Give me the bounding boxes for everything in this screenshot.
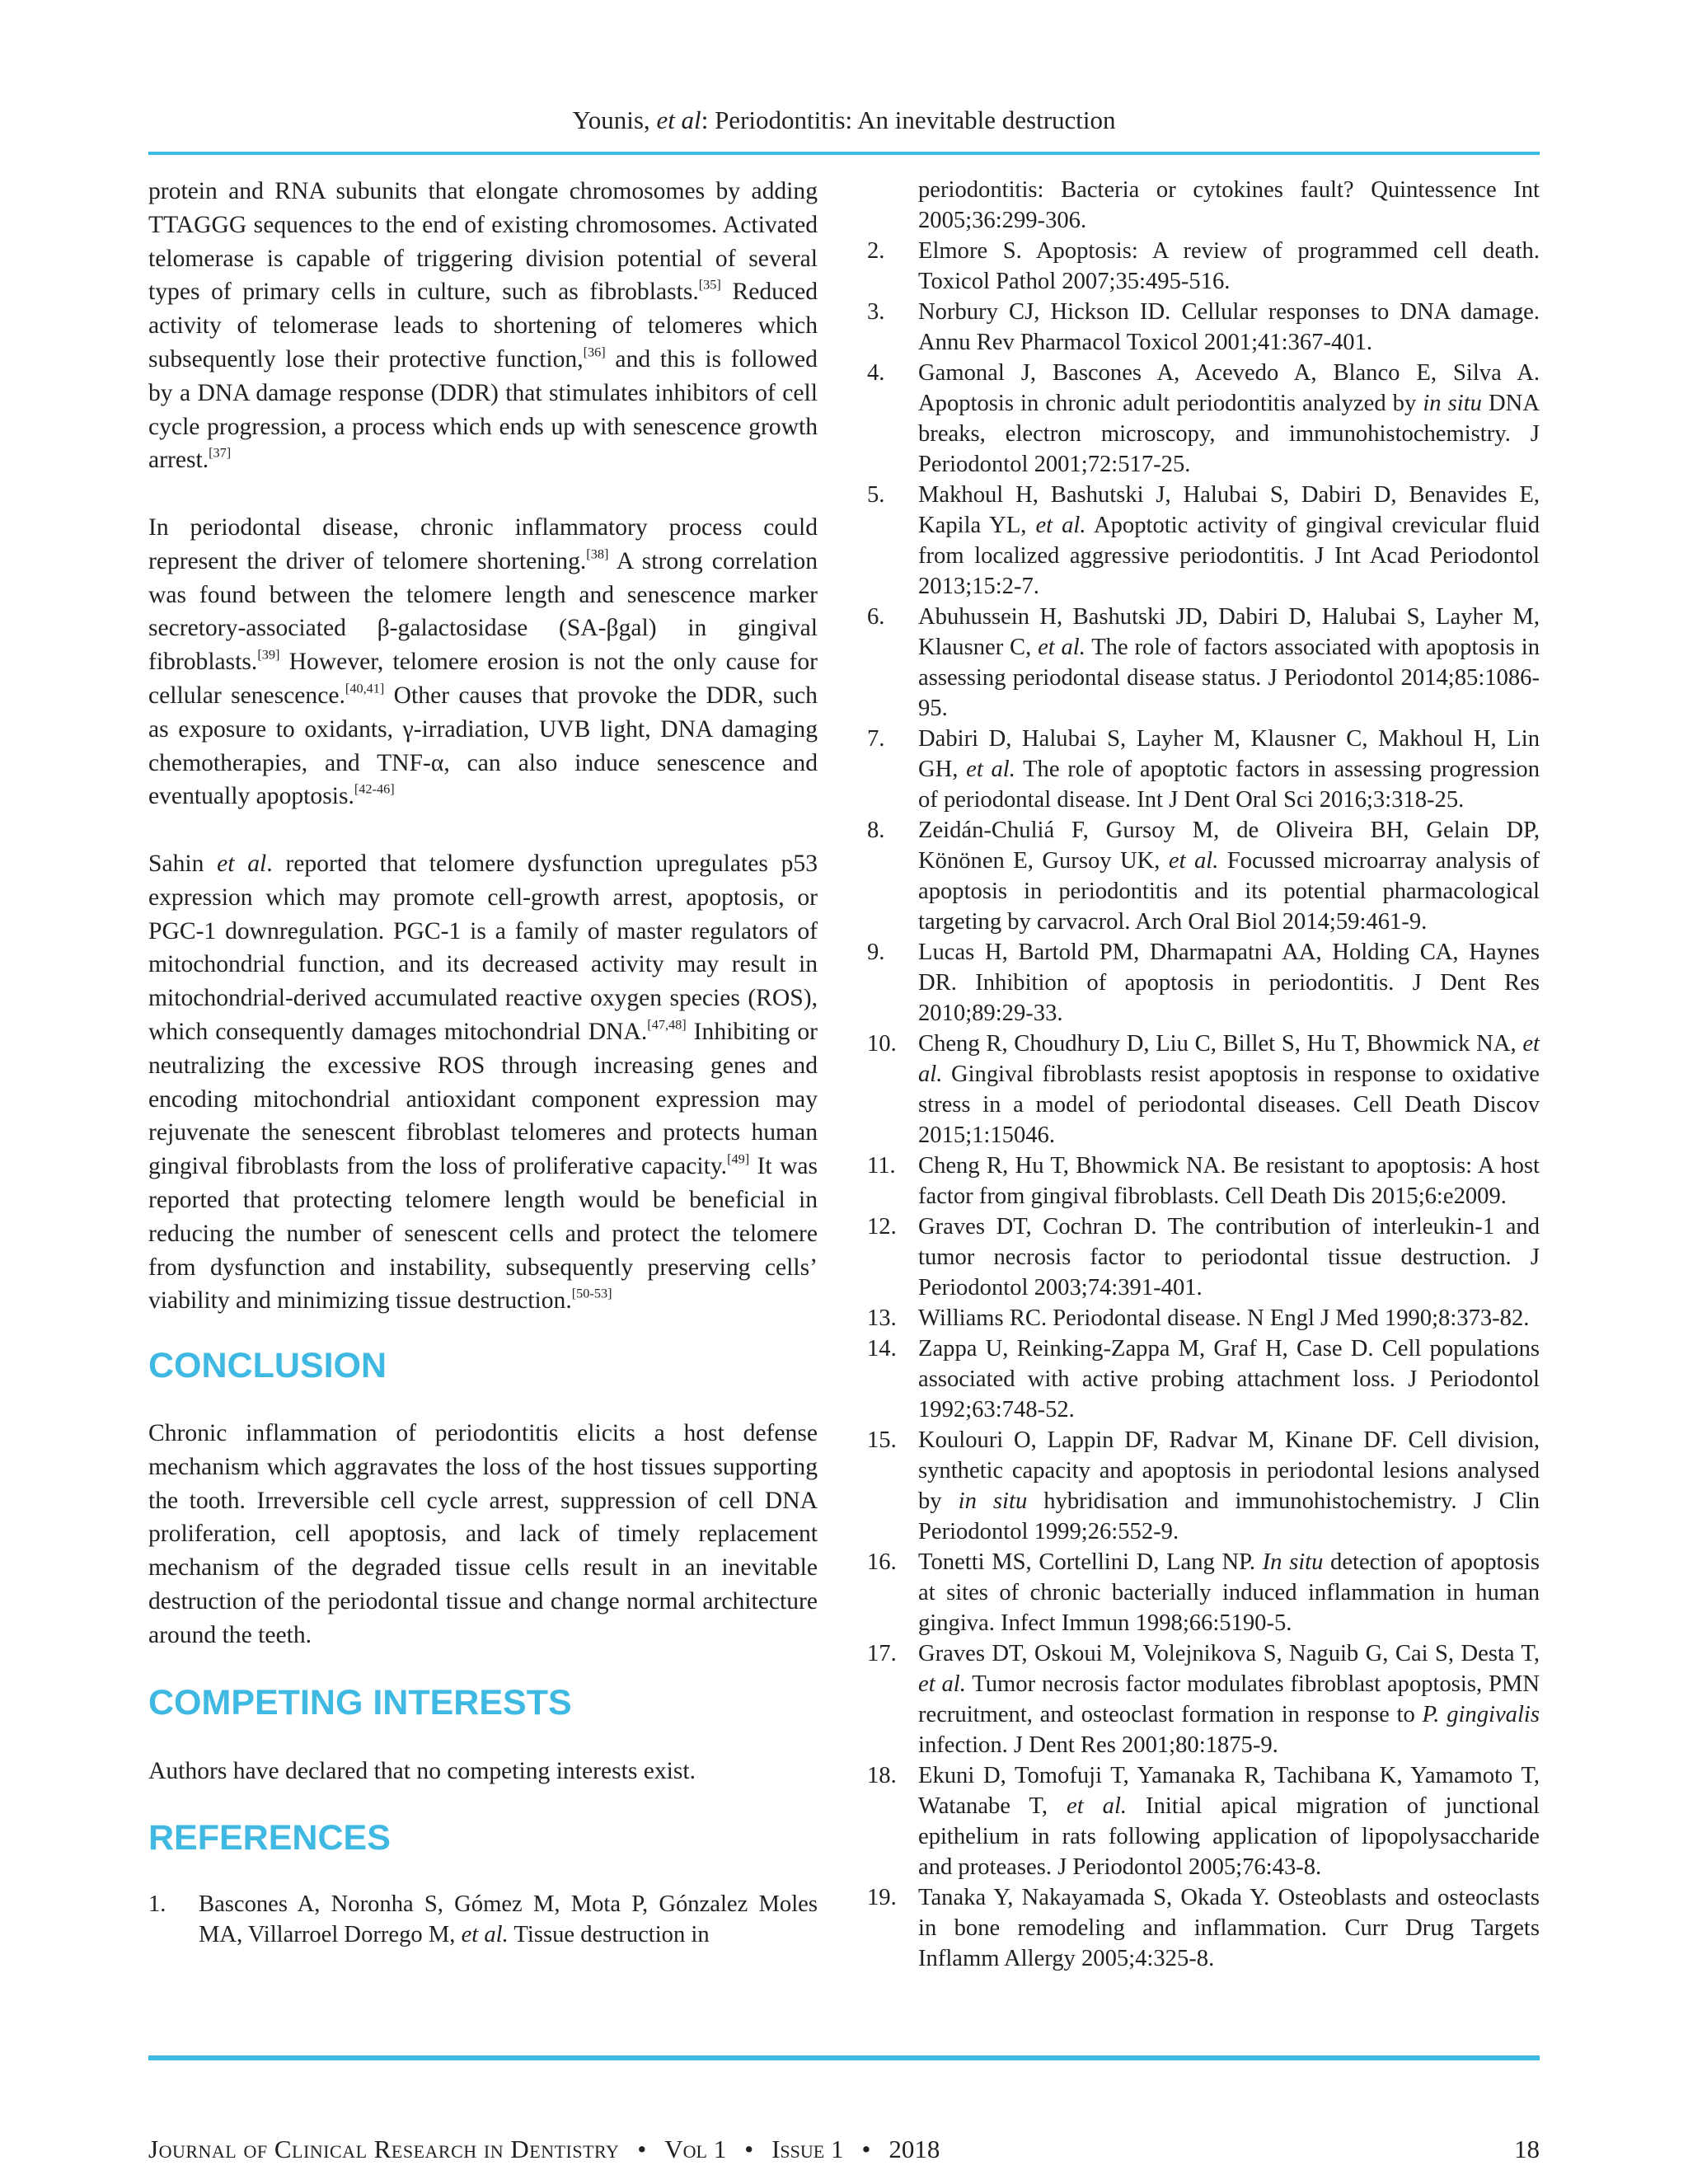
reference-text: Graves DT, Cochran D. The contribution of interleukin-1 and tumor necrosis factor to periodontal tissue destruction. J Periodontol 2003;74:391-401.: [918, 1214, 1540, 1301]
reference-number: 18.: [867, 1763, 897, 1788]
reference-item: [867, 1151, 1540, 1212]
reference-text-part: periodontitis: Bacteria or cytokines fault? Quintessence Int 2005;36:299-306.: [918, 177, 1540, 233]
running-header: [148, 104, 1540, 137]
reference-list-right: [867, 175, 1540, 1974]
reference-text: Zeidán-Chuliá F, Gursoy M, de Oliveira BH, Gelain DP, Könönen E, Gursoy UK, et al. Focussed microarray analysis of apoptosis in periodontitis and its potential pharmacological targeting by carvacrol. Arch Oral Biol 2014;59:461-9.: [918, 818, 1540, 935]
reference-item: [867, 1303, 1540, 1333]
reference-item: [867, 937, 1540, 1029]
reference-number: 15.: [867, 1427, 897, 1453]
reference-text: Dabiri D, Halubai S, Layher M, Klausner C, Makhoul H, Lin GH, et al. The role of apoptotic factors in assessing progression of periodontal disease. Int J Dent Oral Sci 2016;3:318-25.: [918, 726, 1540, 813]
reference-text: Williams RC. Periodontal disease. N Engl J Med 1990;8:373-82.: [918, 1305, 1530, 1331]
reference-text: Tanaka Y, Nakayamada S, Okada Y. Osteoblasts and osteoclasts in bone remodeling and inflammation. Curr Drug Targets Inflamm Allergy 2005;4:325-8.: [918, 1885, 1540, 1971]
reference-text: Koulouri O, Lappin DF, Radvar M, Kinane DF. Cell division, synthetic capacity and apoptosis in periodontal lesions analysed by in situ hybridisation and immunohistochemistry. J Clin Periodontol 1999;26:552-9.: [918, 1427, 1540, 1544]
reference-text: Lucas H, Bartold PM, Dharmapatni AA, Holding CA, Haynes DR. Inhibition of apoptosis in periodontitis. J Dent Res 2010;89:29-33.: [918, 940, 1540, 1026]
reference-item: [867, 724, 1540, 815]
reference-number: 10.: [867, 1031, 897, 1057]
reference-number: 1.: [148, 1891, 166, 1918]
conclusion-text: Chronic inflammation of periodontitis elicits a host defense mechanism which aggravates the loss of the host tissues supporting the tooth. Irreversible cell cycle arrest, suppression of cell DNA proliferation, cell apoptosis, and lack of timely replacement mechanism of the degraded tissue cells result in an inevitable destruction of the periodontal tissue and change normal architecture around the teeth.: [148, 1420, 818, 1648]
running-header-title: Periodontitis: An inevitable destruction: [715, 105, 1116, 134]
references-heading: REFERENCES: [148, 1818, 391, 1858]
reference-item: [867, 358, 1540, 480]
reference-number: 7.: [867, 726, 885, 752]
reference-item: [867, 236, 1540, 297]
left-column: [148, 175, 818, 1950]
reference-number: 9.: [867, 940, 885, 965]
reference-item: [867, 1425, 1540, 1547]
reference-text-part: Bascones A, Noronha S, Gómez M, Mota P, Gónzalez Moles MA, Villarroel Dorrego M, et al. Tissue destruction in: [199, 1891, 818, 1948]
reference-text: Cheng R, Hu T, Bhowmick NA. Be resistant to apoptosis: A host factor from gingival fibroblasts. Cell Death Dis 2015;6:e2009.: [918, 1153, 1540, 1209]
reference-text: Tonetti MS, Cortellini D, Lang NP. In situ detection of apoptosis at sites of chronic bacterially induced inflammation in human gingiva. Infect Immun 1998;66:5190-5.: [918, 1549, 1540, 1636]
reference-item: [867, 1212, 1540, 1303]
paragraph-periodontal-disease: In periodontal disease, chronic inflammatory process could represent the driver of telomere shortening.[38] A strong correlation was found between the telomere length and senescence marker secretory-associated β-galactosidase (SA-βgal) in gingival fibroblasts.[39] However, telomere erosion is not the only cause for cellular senescence.[40,41] Other causes that provoke the DDR, such as exposure to oxidants, γ-irradiation, UVB light, DNA damaging chemotherapies, and TNF-α, can also induce senescence and eventually apoptosis.[42-46]: [148, 513, 818, 810]
reference-item: [867, 1333, 1540, 1425]
reference-number: 4.: [867, 360, 885, 386]
reference-number: 2.: [867, 238, 885, 264]
reference-list-left: [148, 1889, 818, 1950]
reference-text: Elmore S. Apoptosis: A review of programmed cell death. Toxicol Pathol 2007;35:495-516.: [918, 238, 1540, 294]
reference-text: Makhoul H, Bashutski J, Halubai S, Dabiri D, Benavides E, Kapila YL, et al. Apoptotic activity of gingival crevicular fluid from localized aggressive periodontitis. J Int Acad Periodontol 2013;15:2-7.: [918, 482, 1540, 599]
reference-item: [867, 1882, 1540, 1974]
page-number: 18: [1514, 2135, 1540, 2163]
reference-item-continued: [867, 175, 1540, 236]
reference-item: [867, 815, 1540, 937]
reference-item: [867, 1638, 1540, 1760]
reference-number: 19.: [867, 1885, 897, 1910]
footer-separator: •: [637, 2135, 647, 2163]
reference-text: Ekuni D, Tomofuji T, Yamanaka R, Tachibana K, Yamamoto T, Watanabe T, et al. Initial apical migration of junctional epithelium in rats following application of lipopolysaccharide and proteases. J Periodontol 2005;76:43-8.: [918, 1763, 1540, 1880]
reference-text: Abuhussein H, Bashutski JD, Dabiri D, Halubai S, Layher M, Klausner C, et al. The role of factors associated with apoptosis in assessing periodontal disease status. J Periodontol 2014;85:1086-95.: [918, 604, 1540, 721]
footer-separator: •: [744, 2135, 754, 2163]
reference-text: Cheng R, Choudhury D, Liu C, Billet S, Hu T, Bhowmick NA, et al. Gingival fibroblasts resist apoptosis in response to oxidative stress in a model of periodontal diseases. Cell Death Discov 2015;1:15046.: [918, 1031, 1540, 1148]
right-column: [867, 175, 1540, 1974]
reference-item: [148, 1889, 818, 1950]
journal-year: 2018: [889, 2135, 940, 2163]
running-header-authors: Younis, et al:: [572, 105, 715, 134]
journal-issue: Issue 1: [771, 2135, 844, 2163]
reference-item: [867, 602, 1540, 724]
reference-number: 17.: [867, 1641, 897, 1666]
competing-interests-heading: COMPETING INTERESTS: [148, 1682, 572, 1722]
reference-item: [867, 1760, 1540, 1882]
conclusion-heading: CONCLUSION: [148, 1346, 387, 1386]
reference-number: 13.: [867, 1305, 897, 1331]
reference-item: [867, 1547, 1540, 1638]
page-footer: [148, 2133, 1540, 2166]
reference-text: Graves DT, Oskoui M, Volejnikova S, Naguib G, Cai S, Desta T, et al. Tumor necrosis factor modulates fibroblast apoptosis, PMN recruitment, and osteoclast formation in response to P. gingivalis infection. J Dent Res 2001;80:1875-9.: [918, 1641, 1540, 1758]
footer-separator: •: [861, 2135, 871, 2163]
journal-name: Journal of Clinical Research in Dentistry: [148, 2135, 620, 2163]
header-rule: [148, 152, 1540, 155]
reference-number: 3.: [867, 299, 885, 325]
journal-volume: Vol 1: [664, 2135, 727, 2163]
reference-item: [867, 297, 1540, 358]
reference-number: 12.: [867, 1214, 897, 1240]
reference-text: Norbury CJ, Hickson ID. Cellular responses to DNA damage. Annu Rev Pharmacol Toxicol 2001;41:367-401.: [918, 299, 1540, 355]
reference-number: 8.: [867, 818, 885, 843]
reference-item: [867, 1029, 1540, 1151]
paragraph-telomerase: protein and RNA subunits that elongate chromosomes by adding TTAGGG sequences to the end of existing chromosomes. Activated telomerase is capable of triggering division potential of several types of primary cells in culture, such as fibroblasts.[35] Reduced activity of telomerase leads to shortening of telomeres which subsequently lose their protective function,[36] and this is followed by a DNA damage response (DDR) that stimulates inhibitors of cell cycle progression, a process which ends up with senescence growth arrest.[37]: [148, 178, 818, 474]
reference-number: 14.: [867, 1336, 897, 1361]
paragraph-sahin: Sahin et al. reported that telomere dysfunction upregulates p53 expression which may promote cell-growth arrest, apoptosis, or PGC-1 downregulation. PGC-1 is a family of master regulators of mitochondrial function, and its decreased activity may result in mitochondrial-derived accumulated reactive oxygen species (ROS), which consequently damages mitochondrial DNA.[47,48] Inhibiting or neutralizing the excessive ROS through increasing genes and encoding mitochondrial antioxidant component expression may rejuvenate the senescent fibroblast telomeres and protects human gingival fibroblasts from the loss of proliferative capacity.[49] It was reported that protecting telomere length would be beneficial in reducing the number of senescent cells and protect the telomere from dysfunction and instability, subsequently preserving cells’ viability and minimizing tissue destruction.[50-53]: [148, 850, 818, 1315]
footer-rule: [148, 2055, 1540, 2060]
reference-text: Zappa U, Reinking-Zappa M, Graf H, Case D. Cell populations associated with active probing attachment loss. J Periodontol 1992;63:748-52.: [918, 1336, 1540, 1422]
reference-number: 6.: [867, 604, 885, 630]
reference-number: 16.: [867, 1549, 897, 1575]
competing-interests-text: Authors have declared that no competing interests exist.: [148, 1757, 696, 1784]
reference-item: [867, 480, 1540, 602]
reference-text: Gamonal J, Bascones A, Acevedo A, Blanco E, Silva A. Apoptosis in chronic adult periodontitis analyzed by in situ DNA breaks, electron microscopy, and immunohistochemistry. J Periodontol 2001;72:517-25.: [918, 360, 1540, 477]
reference-number: 11.: [867, 1153, 896, 1179]
reference-number: 5.: [867, 482, 885, 508]
